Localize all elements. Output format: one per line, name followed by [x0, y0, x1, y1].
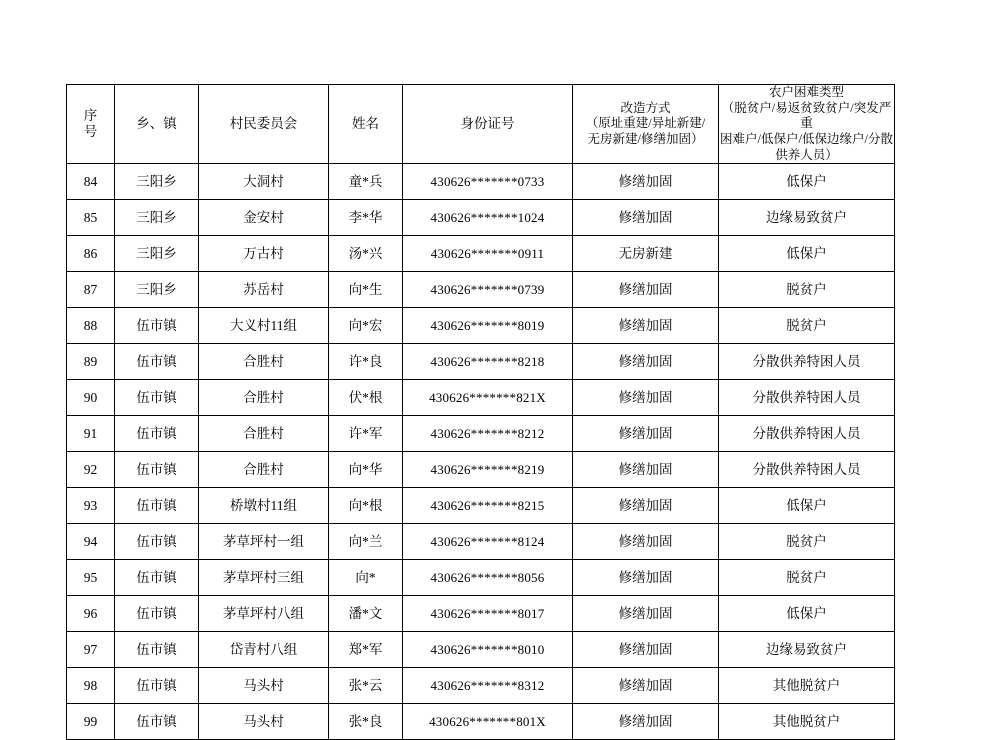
cell-seq: 88: [67, 308, 115, 344]
cell-renovation-mode: 修缮加固: [573, 416, 719, 452]
cell-seq: 92: [67, 452, 115, 488]
cell-town: 伍市镇: [115, 452, 199, 488]
renovation-mode-line2: （原址重建/异址新建/: [585, 116, 706, 131]
cell-town: 三阳乡: [115, 164, 199, 200]
cell-household-type: 分散供养特困人员: [719, 452, 895, 488]
cell-name: 潘*文: [329, 596, 403, 632]
cell-household-type: 其他脱贫户: [719, 668, 895, 704]
cell-name: 童*兵: [329, 164, 403, 200]
cell-seq: 98: [67, 668, 115, 704]
cell-renovation-mode: 修缮加固: [573, 560, 719, 596]
table-row: [67, 560, 895, 596]
cell-id-number: 430626*******8218: [403, 344, 573, 380]
cell-renovation-mode: 修缮加固: [573, 596, 719, 632]
cell-renovation-mode: 修缮加固: [573, 488, 719, 524]
cell-seq: 90: [67, 380, 115, 416]
table-row: [67, 380, 895, 416]
cell-household-type: 脱贫户: [719, 560, 895, 596]
cell-village-committee: 大洞村: [199, 164, 329, 200]
table-row: [67, 236, 895, 272]
cell-household-type: 脱贫户: [719, 308, 895, 344]
cell-id-number: 430626*******8019: [403, 308, 573, 344]
cell-village-committee: 岱青村八组: [199, 632, 329, 668]
cell-village-committee: 桥墩村11组: [199, 488, 329, 524]
cell-name: 向*宏: [329, 308, 403, 344]
cell-name: 伏*根: [329, 380, 403, 416]
cell-seq: 85: [67, 200, 115, 236]
cell-village-committee: 金安村: [199, 200, 329, 236]
cell-town: 三阳乡: [115, 272, 199, 308]
column-header-id-number: 身份证号: [403, 85, 573, 164]
household-type-line3: 困难户/低保户/低保边缘户/分散: [720, 131, 893, 146]
cell-renovation-mode: 修缮加固: [573, 164, 719, 200]
cell-town: 伍市镇: [115, 524, 199, 560]
column-header-renovation-mode: [573, 85, 719, 164]
table-row: [67, 704, 895, 740]
household-type-line1: 农户困难类型: [768, 85, 844, 99]
cell-town: 伍市镇: [115, 668, 199, 704]
cell-town: 三阳乡: [115, 236, 199, 272]
roster-table: [66, 84, 895, 740]
cell-renovation-mode: 修缮加固: [573, 344, 719, 380]
cell-id-number: 430626*******0911: [403, 236, 573, 272]
cell-household-type: 低保户: [719, 488, 895, 524]
cell-id-number: 430626*******1024: [403, 200, 573, 236]
cell-village-committee: 合胜村: [199, 380, 329, 416]
cell-id-number: 430626*******8010: [403, 632, 573, 668]
cell-village-committee: 大义村11组: [199, 308, 329, 344]
cell-name: 汤*兴: [329, 236, 403, 272]
table-row: [67, 308, 895, 344]
cell-renovation-mode: 修缮加固: [573, 452, 719, 488]
cell-town: 三阳乡: [115, 200, 199, 236]
cell-household-type: 低保户: [719, 236, 895, 272]
cell-village-committee: 合胜村: [199, 344, 329, 380]
table-row: [67, 632, 895, 668]
table-row: [67, 524, 895, 560]
cell-name: 向*生: [329, 272, 403, 308]
renovation-mode-line1: 改造方式: [620, 100, 671, 115]
table-row: [67, 668, 895, 704]
cell-household-type: 分散供养特困人员: [719, 344, 895, 380]
table-header-row: [67, 85, 895, 164]
cell-household-type: 脱贫户: [719, 272, 895, 308]
cell-name: 张*云: [329, 668, 403, 704]
cell-renovation-mode: 修缮加固: [573, 632, 719, 668]
cell-name: 向*华: [329, 452, 403, 488]
cell-seq: 84: [67, 164, 115, 200]
cell-town: 伍市镇: [115, 596, 199, 632]
table-body: [67, 164, 895, 740]
cell-household-type: 低保户: [719, 164, 895, 200]
cell-seq: 99: [67, 704, 115, 740]
cell-name: 许*良: [329, 344, 403, 380]
cell-village-committee: 马头村: [199, 704, 329, 740]
cell-town: 伍市镇: [115, 308, 199, 344]
cell-village-committee: 茅草坪村一组: [199, 524, 329, 560]
cell-village-committee: 合胜村: [199, 416, 329, 452]
cell-name: 郑*军: [329, 632, 403, 668]
renovation-mode-line3: 无房新建/修缮加固）: [587, 131, 704, 146]
column-header-village-committee: 村民委员会: [199, 85, 329, 164]
column-header-name: 姓名: [329, 85, 403, 164]
cell-seq: 94: [67, 524, 115, 560]
cell-town: 伍市镇: [115, 380, 199, 416]
cell-town: 伍市镇: [115, 416, 199, 452]
household-type-line2: （脱贫户/易返贫致贫户/突发严重: [721, 100, 892, 131]
cell-name: 向*兰: [329, 524, 403, 560]
cell-town: 伍市镇: [115, 344, 199, 380]
table-row: [67, 200, 895, 236]
cell-id-number: 430626*******8312: [403, 668, 573, 704]
cell-name: 许*军: [329, 416, 403, 452]
cell-village-committee: 苏岳村: [199, 272, 329, 308]
table-row: [67, 452, 895, 488]
column-header-seq-line2: 号: [83, 124, 98, 140]
cell-village-committee: 马头村: [199, 668, 329, 704]
cell-village-committee: 万古村: [199, 236, 329, 272]
cell-seq: 95: [67, 560, 115, 596]
cell-id-number: 430626*******8056: [403, 560, 573, 596]
cell-name: 张*良: [329, 704, 403, 740]
cell-seq: 86: [67, 236, 115, 272]
table-row: [67, 272, 895, 308]
cell-id-number: 430626*******0733: [403, 164, 573, 200]
cell-village-committee: 茅草坪村八组: [199, 596, 329, 632]
cell-name: 向*: [329, 560, 403, 596]
cell-seq: 96: [67, 596, 115, 632]
cell-seq: 97: [67, 632, 115, 668]
cell-renovation-mode: 无房新建: [573, 236, 719, 272]
household-type-line4: 供养人员）: [775, 147, 838, 162]
column-header-town: 乡、镇: [115, 85, 199, 164]
cell-id-number: 430626*******8215: [403, 488, 573, 524]
cell-renovation-mode: 修缮加固: [573, 200, 719, 236]
cell-seq: 87: [67, 272, 115, 308]
cell-id-number: 430626*******8212: [403, 416, 573, 452]
cell-town: 伍市镇: [115, 704, 199, 740]
cell-id-number: 430626*******801X: [403, 704, 573, 740]
cell-household-type: 边缘易致贫户: [719, 632, 895, 668]
cell-household-type: 低保户: [719, 596, 895, 632]
cell-household-type: 分散供养特困人员: [719, 416, 895, 452]
table-row: [67, 344, 895, 380]
cell-village-committee: 合胜村: [199, 452, 329, 488]
cell-renovation-mode: 修缮加固: [573, 272, 719, 308]
cell-seq: 91: [67, 416, 115, 452]
cell-renovation-mode: 修缮加固: [573, 668, 719, 704]
column-header-seq: [67, 85, 115, 164]
cell-name: 李*华: [329, 200, 403, 236]
cell-renovation-mode: 修缮加固: [573, 524, 719, 560]
table-row: [67, 488, 895, 524]
cell-household-type: 边缘易致贫户: [719, 200, 895, 236]
cell-id-number: 430626*******8124: [403, 524, 573, 560]
cell-town: 伍市镇: [115, 632, 199, 668]
cell-id-number: 430626*******8017: [403, 596, 573, 632]
cell-id-number: 430626*******821X: [403, 380, 573, 416]
cell-seq: 89: [67, 344, 115, 380]
roster-table-container: [66, 84, 894, 740]
cell-household-type: 分散供养特困人员: [719, 380, 895, 416]
table-row: [67, 164, 895, 200]
column-header-household-type: [719, 85, 895, 164]
cell-village-committee: 茅草坪村三组: [199, 560, 329, 596]
cell-name: 向*根: [329, 488, 403, 524]
cell-renovation-mode: 修缮加固: [573, 308, 719, 344]
cell-town: 伍市镇: [115, 560, 199, 596]
cell-id-number: 430626*******8219: [403, 452, 573, 488]
table-row: [67, 596, 895, 632]
cell-household-type: 脱贫户: [719, 524, 895, 560]
cell-town: 伍市镇: [115, 488, 199, 524]
cell-id-number: 430626*******0739: [403, 272, 573, 308]
cell-renovation-mode: 修缮加固: [573, 704, 719, 740]
cell-household-type: 其他脱贫户: [719, 704, 895, 740]
cell-seq: 93: [67, 488, 115, 524]
cell-renovation-mode: 修缮加固: [573, 380, 719, 416]
table-row: [67, 416, 895, 452]
table-header: [67, 85, 895, 164]
column-header-seq-line1: 序: [83, 108, 98, 124]
